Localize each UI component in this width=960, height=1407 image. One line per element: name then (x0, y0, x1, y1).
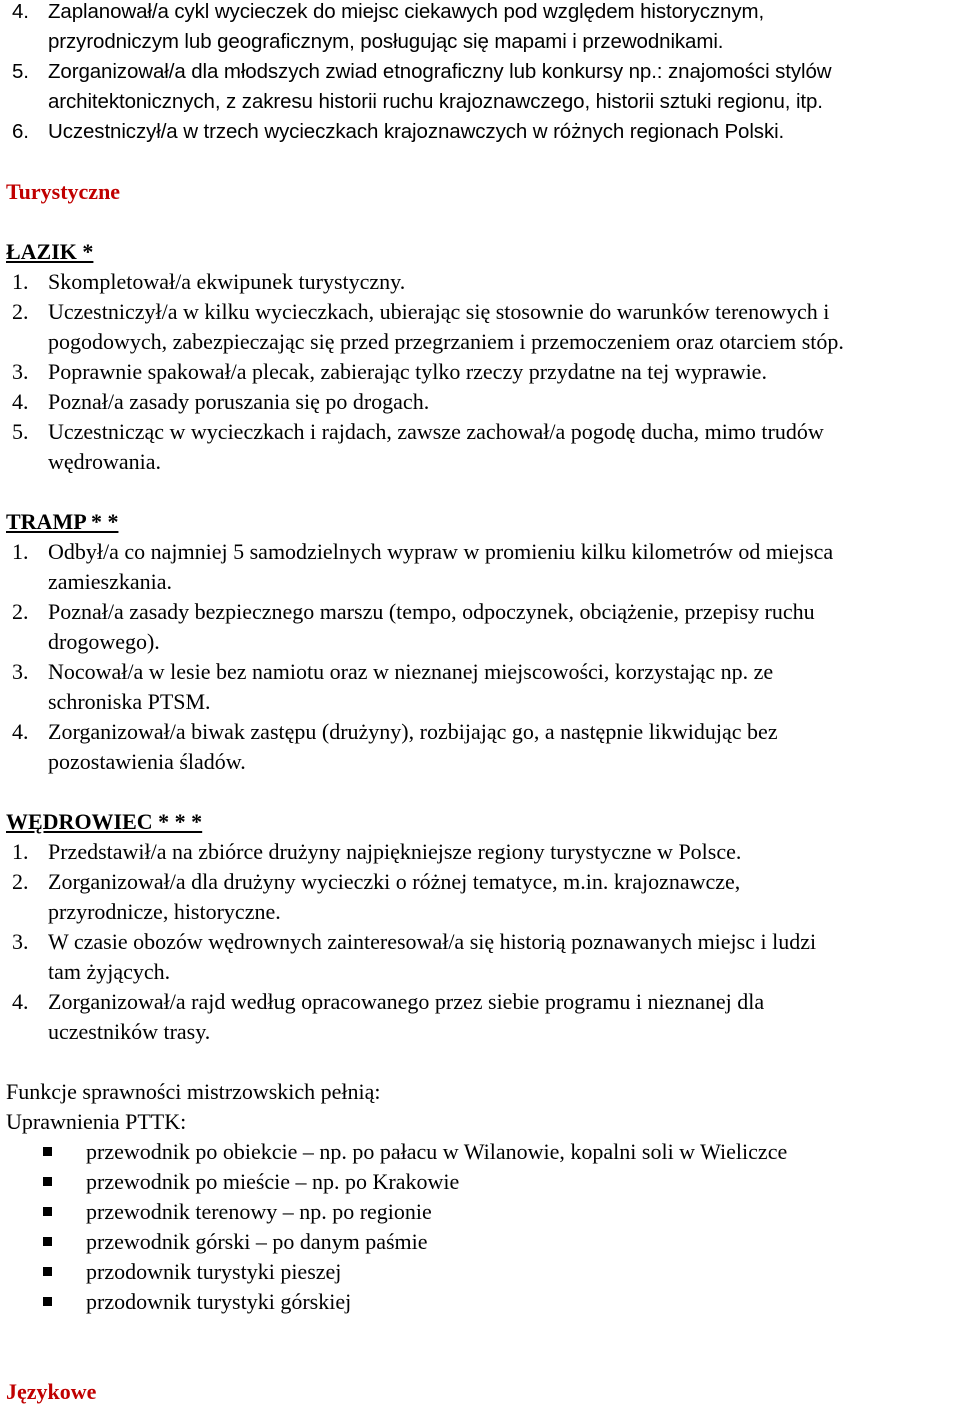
square-bullet-icon (43, 1207, 52, 1216)
square-bullet-icon (43, 1147, 52, 1156)
wedrowiec-heading: WĘDROWIEC * * * (6, 809, 203, 834)
square-bullet-icon (43, 1177, 52, 1186)
functions-text: Funkcje sprawności mistrzowskich pełnią: (6, 1079, 381, 1104)
document-page: 4. Zaplanował/a cykl wycieczek do miejsc ciekawych pod względem historycznym, przyrodniczym lub geograficznym, posługując się mapami i przewodnikami. 5. Zorganizował/a dla młodszych zwiad etnograficzny lub konkursy np.: znajomości stylów architektonicznych, z zakresu historii ruchu krajoznawczego, historii sztuki regionu, itp. 6. Uczestniczył/a w trzech wycieczkach krajoznawczych w różnych regionach Polski. Turystyczne ŁAZIK * 1. Skompletował/a ekwipunek turystyczny. 2. Uczestniczył/a w kilku wycieczkach, ubierając się stosownie do warunków terenowych i pogodowych, zabezpieczając się przed przegrzaniem i przemoczeniem oraz otarciem stóp. 3. Poprawnie spakował/a plecak, zabierając tylko rzeczy przydatne na tej wyprawie. 4. Poznał/a zasady poruszania się po drogach. 5. Uczestnicząc w wycieczkach i rajdach, zawsze zachował/a pogodę ducha, mimo trudów wędrowania. TRAMP * * 1. Odbył/a co najmniej 5 samodzielnych wypraw w promieniu kilku kilometrów od miejsca zamieszkania. 2. Poznał/a zasady bezpiecznego marszu (tempo, odpoczynek, obciążenie, przepisy ruchu drogowego). 3. Nocował/a w lesie bez namiotu oraz w nieznanej miejscowości, korzystając np. ze schroniska PTSM. 4. Zorganizował/a biwak zastępu (drużyny), rozbijając go, a następnie likwidując bez pozostawienia śladów. WĘDROWIEC * * * 1. Przedstawił/a na zbiórce drużyny najpiękniejsze regiony turystyczne w Polsce. 2. Zorganizował/a dla drużyny wycieczki o różnej tematyce, m.in. krajoznawcze, przyrodnicze, historyczne. 3. W czasie obozów wędrownych zainteresował/a się historią poznawanych miejsc i ludzi tam żyjących. 4. Zorganizował/a rajd według opracowanego przez siebie programu i nieznanej dla uczestników trasy. Funkcje sprawności mistrzowskich pełnią: Uprawnienia PTTK: przewodnik po obiekcie – np. po pałacu w Wilanowie, kopalni soli w Wieliczce przewodnik po mieście – np. po Krakowie przewodnik terenowy – np. po regionie przewodnik górski – po danym paśmie przodownik turystyki pieszej przodownik turystyki górskiej Językowe (0, 0, 960, 1407)
tramp-heading: TRAMP * * (6, 509, 119, 534)
square-bullet-icon (43, 1267, 52, 1276)
section-title-jezykowe: Językowe (6, 1379, 97, 1404)
section-title-turystyczne: Turystyczne (6, 179, 121, 204)
square-bullet-icon (43, 1237, 52, 1246)
square-bullet-icon (43, 1297, 52, 1306)
lazik-heading: ŁAZIK * (6, 239, 94, 264)
pttk-label: Uprawnienia PTTK: (6, 1109, 187, 1134)
